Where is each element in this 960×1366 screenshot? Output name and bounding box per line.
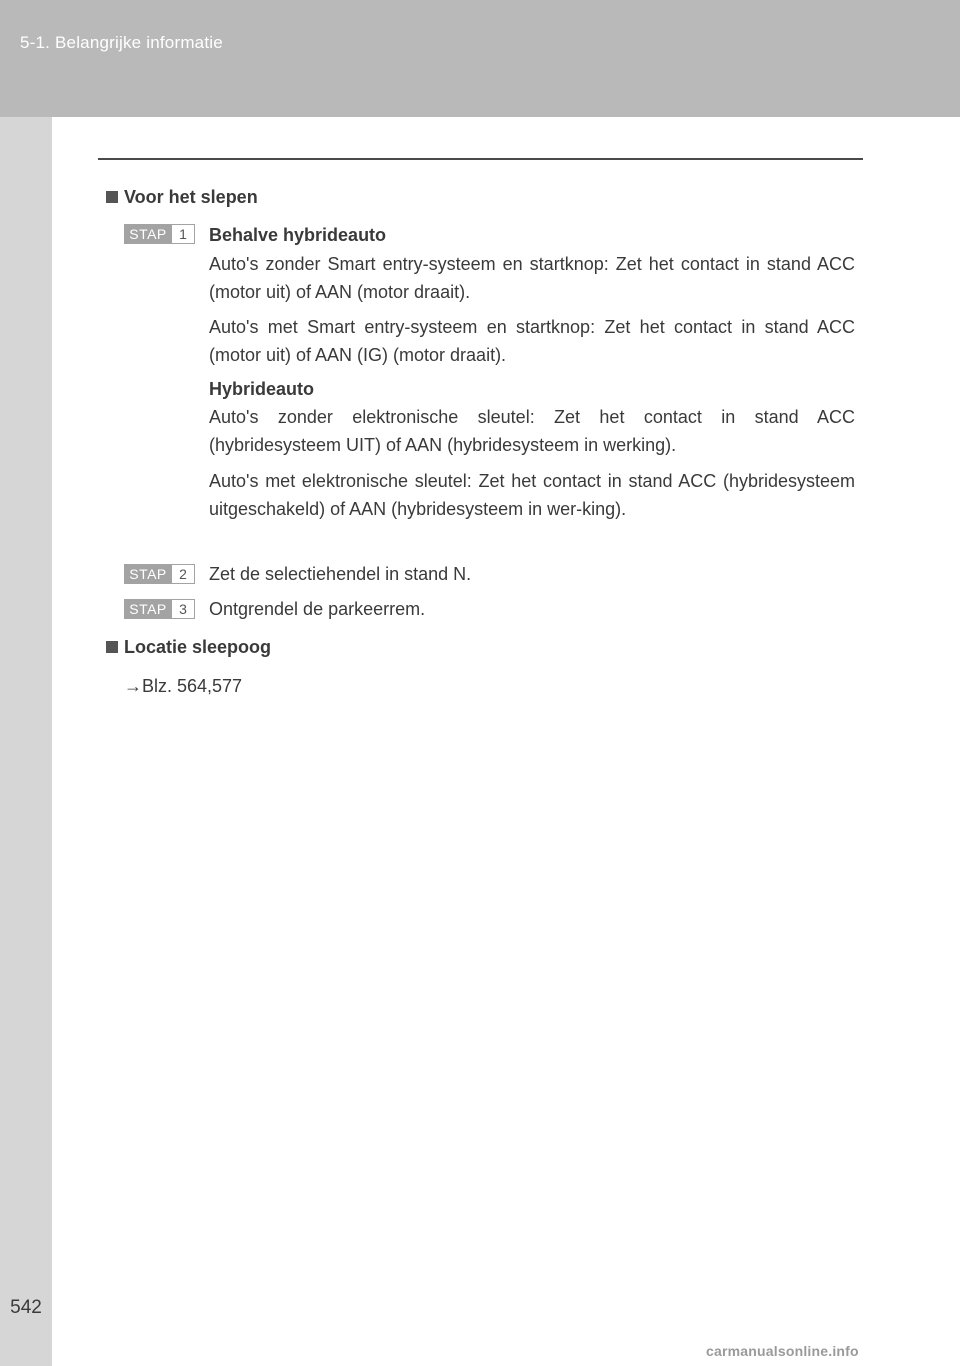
section-heading-text: Voor het slepen: [124, 187, 258, 207]
square-bullet-icon: [106, 191, 118, 203]
step-number: 3: [172, 599, 195, 619]
step-label: STAP: [124, 224, 172, 244]
step-2-badge: [124, 564, 196, 584]
page-reference-link[interactable]: →Blz. 564,577: [124, 676, 243, 696]
section-heading-sleepoog: [106, 637, 271, 658]
step-label: STAP: [124, 564, 172, 584]
step-number: 2: [172, 564, 195, 584]
step-number: 1: [172, 224, 195, 244]
section-heading-slepen: [106, 187, 258, 208]
section-title: 5-1. Belangrijke informatie: [20, 33, 223, 52]
step-1-text-no-smart-entry: Auto's zonder Smart entry-systeem en startknop: Zet het contact in stand ACC (motor uit) of AAN (motor draait).: [209, 254, 855, 302]
step-1-badge: [124, 224, 196, 244]
section-heading-text: Locatie sleepoog: [124, 637, 272, 657]
divider-line: [98, 158, 863, 160]
step-1-subtitle-non-hybrid: Behalve hybrideauto: [209, 225, 387, 245]
step-2-text: Zet de selectiehendel in stand N.: [209, 564, 472, 584]
step-1-subtitle-hybrid: Hybrideauto: [209, 379, 315, 399]
step-3-badge: [124, 599, 196, 619]
square-bullet-icon: [106, 641, 118, 653]
step-1-text-no-electronic-key: Auto's zonder elektronische sleutel: Zet het contact in stand ACC (hybridesysteem UIT) of AAN (hybridesysteem in werking).: [209, 407, 855, 455]
step-3-text: Ontgrendel de parkeerrem.: [209, 599, 426, 619]
page-number: 542: [10, 1297, 42, 1318]
step-1-text-smart-entry: Auto's met Smart entry-systeem en startknop: Zet het contact in stand ACC (motor uit) of AAN (IG) (motor draait).: [209, 317, 855, 365]
page-header: [0, 0, 960, 117]
step-1-text-electronic-key: Auto's met elektronische sleutel: Zet het contact in stand ACC (hybridesysteem uitgeschakeld) of AAN (hybridesysteem in wer-king).: [209, 471, 855, 519]
step-label: STAP: [124, 599, 172, 619]
watermark: carmanualsonline.info: [706, 1343, 859, 1359]
